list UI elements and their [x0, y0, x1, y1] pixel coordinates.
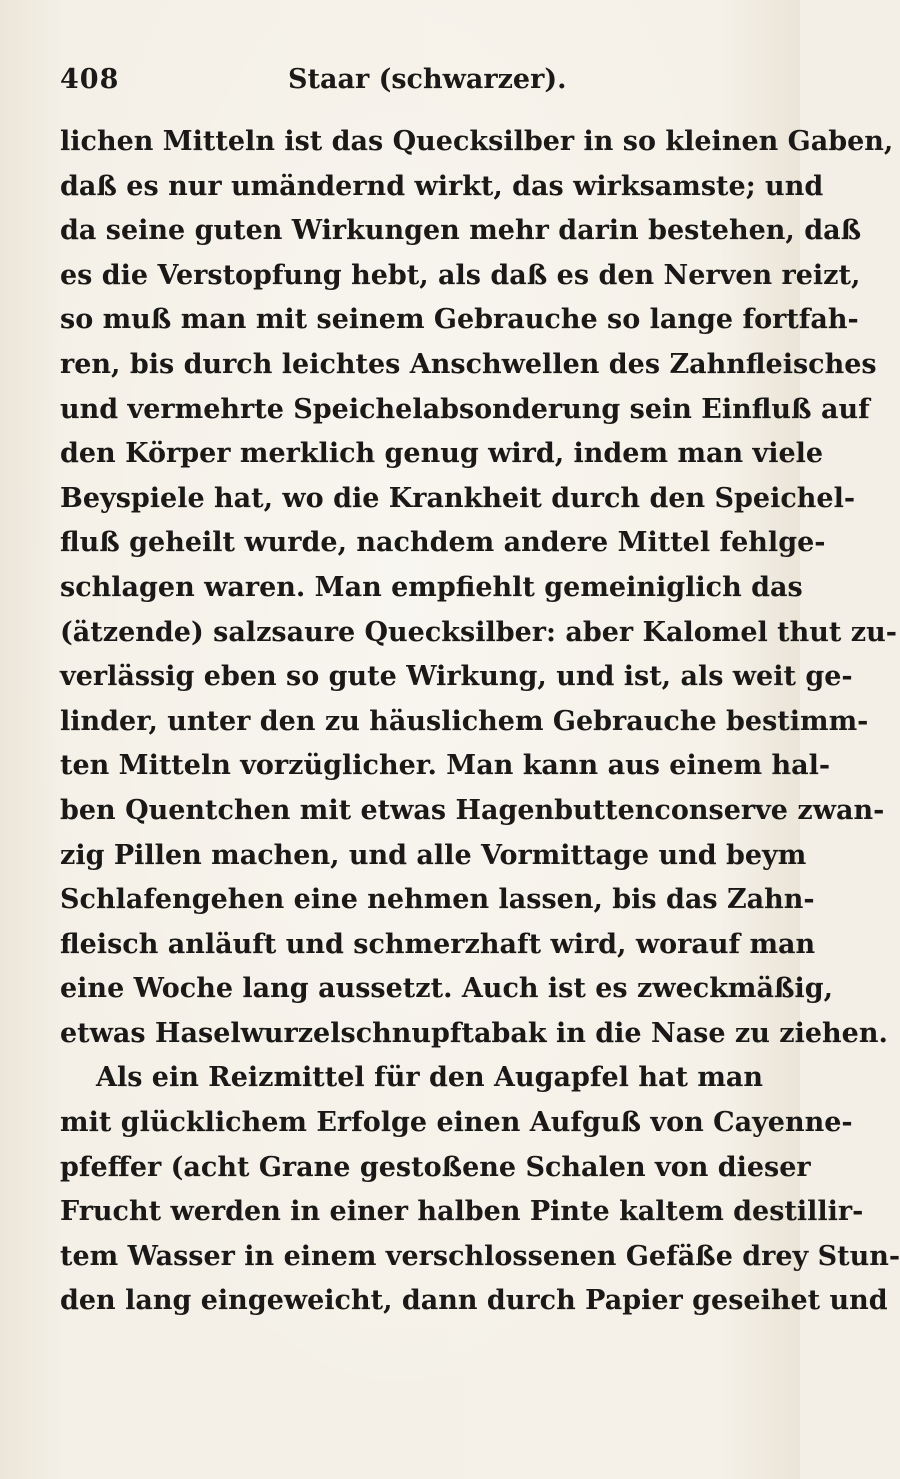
text-line: und vermehrte Speichelabsonderung sein Einfluß auf — [60, 393, 870, 425]
text-line: linder, unter den zu häuslichem Gebrauche bestimm- — [60, 705, 869, 737]
text-line: verlässig eben so gute Wirkung, und ist, als weit ge- — [60, 661, 853, 693]
text-line: (ätzende) salzsaure Quecksilber: aber Kalomel thut zu- — [60, 616, 897, 648]
running-title: Staar (schwarzer). — [288, 64, 567, 95]
text-line: zig Pillen machen, und alle Vormittage und beym — [60, 839, 807, 871]
text-line: Schlafengehen eine nehmen lassen, bis das Zahn- — [60, 884, 815, 916]
text-line: fleisch anläuft und schmerzhaft wird, worauf man — [60, 928, 816, 960]
text-line: fluß geheilt wurde, nachdem andere Mittel fehlge- — [60, 527, 826, 559]
text-line: daß es nur umändernd wirkt, das wirksamste; und — [60, 170, 824, 202]
body-text — [60, 120, 900, 1324]
text-line: ten Mitteln vorzüglicher. Man kann aus einem hal- — [60, 750, 831, 782]
text-line: den lang eingeweicht, dann durch Papier geseihet und — [60, 1285, 888, 1317]
text-line: schlagen waren. Man empfiehlt gemeiniglich das — [60, 571, 803, 603]
text-line: pfeffer (acht Grane gestoßene Schalen von dieser — [60, 1151, 811, 1183]
text-line-paragraph-start: Als ein Reizmittel für den Augapfel hat man — [96, 1062, 764, 1094]
text-line: ben Quentchen mit etwas Hagenbuttenconserve zwan- — [60, 794, 885, 826]
text-line: Beyspiele hat, wo die Krankheit durch den Speichel- — [60, 482, 856, 514]
text-line: lichen Mitteln ist das Quecksilber in so kleinen Gaben, — [60, 126, 894, 157]
text-line: Frucht werden in einer halben Pinte kaltem destillir- — [60, 1196, 864, 1228]
text-line: es die Verstopfung hebt, als daß es den Nerven reizt, — [60, 259, 861, 291]
page-number: 408 — [60, 64, 120, 95]
text-line: da seine guten Wirkungen mehr darin bestehen, daß — [60, 215, 862, 247]
text-line: den Körper merklich genug wird, indem man viele — [60, 438, 824, 470]
text-line: etwas Haselwurzelschnupftabak in die Nase zu ziehen. — [60, 1017, 888, 1049]
text-line: mit glücklichem Erfolge einen Aufguß von Cayenne- — [60, 1107, 853, 1139]
text-line: ren, bis durch leichtes Anschwellen des Zahnfleisches — [60, 348, 877, 380]
text-line: tem Wasser in einem verschlossenen Gefäße drey Stun- — [60, 1240, 900, 1272]
running-head — [60, 58, 740, 98]
text-line: so muß man mit seinem Gebrauche so lange fortfah- — [60, 304, 859, 336]
text-line: eine Woche lang aussetzt. Auch ist es zweckmäßig, — [60, 973, 834, 1005]
